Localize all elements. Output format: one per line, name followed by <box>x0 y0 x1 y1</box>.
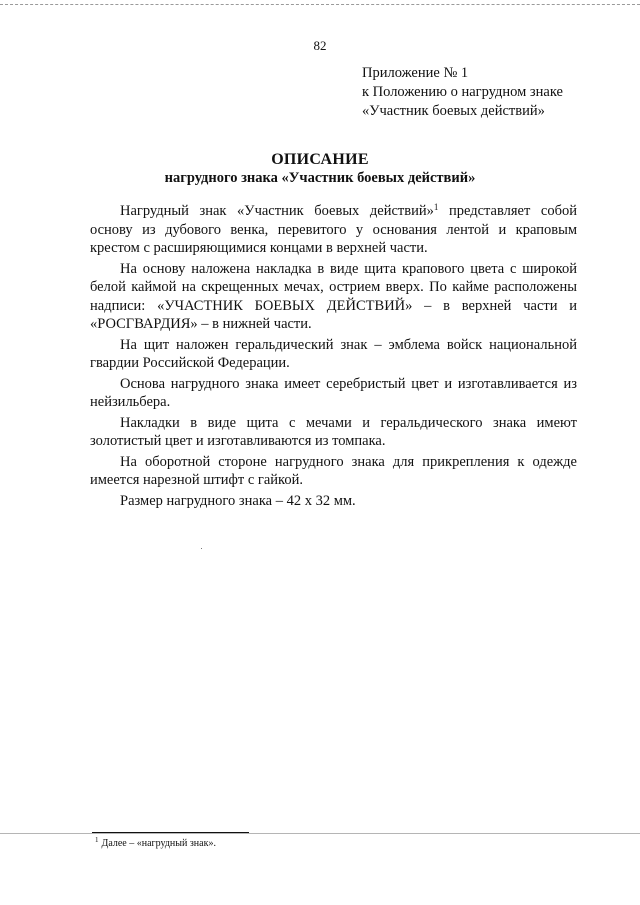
footnote <box>95 838 216 850</box>
document-heading <box>0 150 640 188</box>
footnote-separator <box>92 832 249 833</box>
description-body <box>90 202 577 512</box>
appendix-block <box>362 64 563 121</box>
paragraph-7: Размер нагрудного знака – 42 х 32 мм. <box>120 492 356 509</box>
scan-edge-bottom <box>0 833 640 834</box>
document-subtitle: нагрудного знака «Участник боевых действий» <box>164 170 476 186</box>
paragraph-2: На основу наложена накладка в виде щита крапового цвета с широкой белой каймой на скрещенных мечах, острием вверх. По кайме расположены надписи: «УЧАСТНИК БОЕВЫХ ДЕЙСТВИЙ» – в верхней части и «РОСГВАРДИЯ» – в нижней части. <box>90 260 577 332</box>
appendix-line-2: к Положению о нагрудном знаке <box>362 84 563 100</box>
paragraph-1-end: представляет собой основу из дубового венка, перевитого у основания лентой и краповым крестом с расширяющимися концами в верхней части. <box>90 203 577 256</box>
appendix-line-1: Приложение № 1 <box>362 65 469 81</box>
paragraph-1-start: Нагрудный знак «Участник боевых действий» <box>120 203 434 219</box>
footnote-text: Далее – «нагрудный знак». <box>101 838 216 849</box>
paragraph-3: На щит наложен геральдический знак – эмблема войск национальной гвардии Российской Федерации. <box>90 336 577 371</box>
appendix-line-3: «Участник боевых действий» <box>362 103 545 119</box>
page-number: 82 <box>313 38 327 53</box>
footnote-marker: 1 <box>95 836 99 844</box>
footnote-reference: 1 <box>433 202 439 212</box>
scan-edge-top <box>0 4 640 5</box>
document-title: ОПИСАНИЕ <box>271 151 369 168</box>
paragraph-1 <box>90 202 577 258</box>
paragraph-6: На оборотной стороне нагрудного знака для прикрепления к одежде имеется нарезной штифт с гайкой. <box>90 453 577 488</box>
paragraph-4: Основа нагрудного знака имеет серебристый цвет и изготавливается из нейзильбера. <box>90 375 577 410</box>
scan-speck <box>201 548 202 549</box>
paragraph-5: Накладки в виде щита с мечами и геральдического знака имеют золотистый цвет и изготавливаются из томпака. <box>90 414 577 449</box>
